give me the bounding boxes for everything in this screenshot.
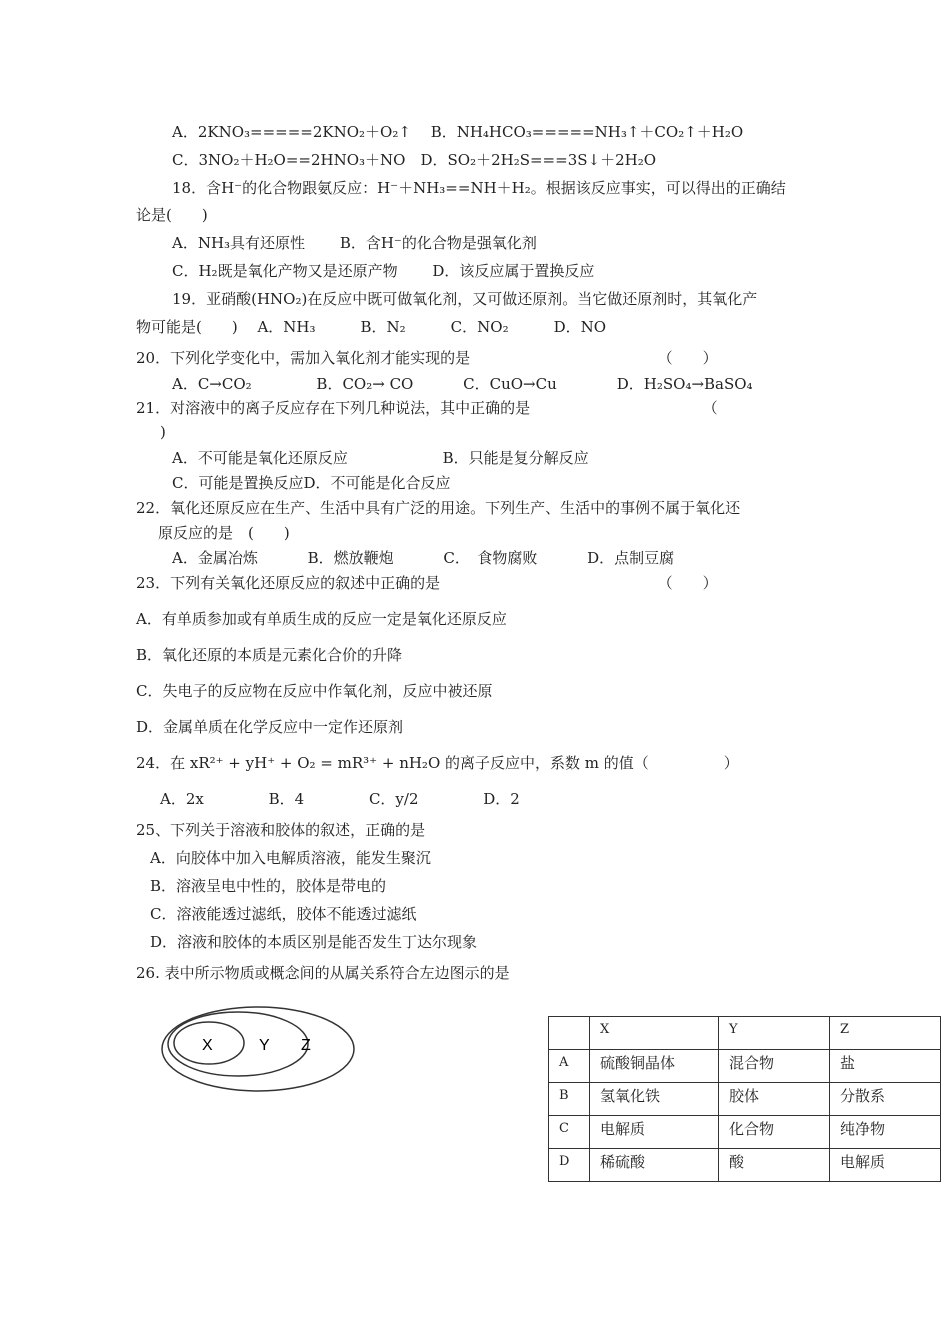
text-line: C．溶液能透过滤纸，胶体不能透过滤纸	[150, 905, 417, 923]
venn-label-z: Z	[301, 1037, 311, 1054]
table-cell: B	[549, 1083, 590, 1116]
text-line: 物可能是( ) A．NH₃ B．N₂ C．NO₂ D．NO	[136, 318, 607, 336]
text-line: 19．亚硝酸(HNO₂)在反应中既可做氧化剂，又可做还原剂。当它做还原剂时，其氧化产	[172, 290, 758, 308]
table-cell: D	[549, 1149, 590, 1182]
table-header-cell: Z	[830, 1017, 941, 1050]
text-line: 20．下列化学变化中，需加入氧化剂才能实现的是 （ ）	[136, 349, 718, 367]
text-line: 26. 表中所示物质或概念间的从属关系符合左边图示的是	[136, 964, 510, 982]
table-cell: 纯净物	[830, 1116, 941, 1149]
text-line: A．不可能是氧化还原反应 B．只能是复分解反应	[172, 449, 589, 467]
table-row	[549, 1050, 941, 1083]
text-line: A．2x B．4 C．y/2 D．2	[160, 790, 520, 808]
table-row	[549, 1083, 941, 1116]
table-cell: 胶体	[719, 1083, 830, 1116]
text-line: 23．下列有关氧化还原反应的叙述中正确的是 （ ）	[136, 574, 718, 592]
table-cell: 硫酸铜晶体	[590, 1050, 719, 1083]
text-line: C．3NO₂＋H₂O==2HNO₃＋NO D．SO₂＋2H₂S===3S↓＋2H₂O	[172, 151, 657, 169]
table-cell: A	[549, 1050, 590, 1083]
text-line: A．有单质参加或有单质生成的反应一定是氧化还原反应	[136, 610, 507, 628]
text-line: A．向胶体中加入电解质溶液，能发生聚沉	[150, 849, 431, 867]
text-line: A．NH₃具有还原性 B．含H⁻的化合物是强氧化剂	[172, 234, 537, 252]
text-line: B．溶液呈电中性的，胶体是带电的	[150, 877, 387, 895]
table-header-cell: Y	[719, 1017, 830, 1050]
venn-label-y: Y	[259, 1037, 270, 1054]
table-header-row	[549, 1017, 941, 1050]
table-cell: 氢氧化铁	[590, 1083, 719, 1116]
table-cell: 稀硫酸	[590, 1149, 719, 1182]
text-line: A．2KNO₃=====2KNO₂＋O₂↑ B．NH₄HCO₃=====NH₃↑＋CO₂↑＋H₂O	[172, 123, 744, 141]
answer-table	[548, 1016, 941, 1182]
text-line: 论是( )	[136, 206, 208, 224]
text-line: 原反应的是 ( )	[158, 524, 290, 542]
text-line: D．溶液和胶体的本质区别是能否发生丁达尔现象	[150, 933, 478, 951]
table-cell: 电解质	[590, 1116, 719, 1149]
text-line: 21．对溶液中的离子反应存在下列几种说法，其中正确的是 （	[136, 399, 718, 417]
table-header-cell: X	[590, 1017, 719, 1050]
table-row	[549, 1116, 941, 1149]
text-line: B．氧化还原的本质是元素化合价的升降	[136, 646, 403, 664]
text-line: D．金属单质在化学反应中一定作还原剂	[136, 718, 404, 736]
venn-middle-ellipse	[168, 1012, 308, 1076]
table-cell: 分散系	[830, 1083, 941, 1116]
table-row	[549, 1149, 941, 1182]
table-cell: 盐	[830, 1050, 941, 1083]
table-cell: 化合物	[719, 1116, 830, 1149]
text-line: 24．在 xR²⁺ + yH⁺ + O₂ = mR³⁺ + nH₂O 的离子反应中，系数 m 的值（ ）	[136, 754, 739, 772]
text-line: A．金属冶炼 B．燃放鞭炮 C． 食物腐败 D．点制豆腐	[172, 549, 675, 567]
text-line: C．失电子的反应物在反应中作氧化剂，反应中被还原	[136, 682, 493, 700]
table-cell: 酸	[719, 1149, 830, 1182]
text-line: C．可能是置换反应D．不可能是化合反应	[172, 474, 451, 492]
table-cell: C	[549, 1116, 590, 1149]
table-cell: 电解质	[830, 1149, 941, 1182]
venn-diagram	[158, 1004, 358, 1094]
text-line: C．H₂既是氧化产物又是还原产物 D．该反应属于置换反应	[172, 262, 595, 280]
venn-label-x: X	[202, 1037, 213, 1054]
text-line: 22．氧化还原反应在生产、生活中具有广泛的用途。下列生产、生活中的事例不属于氧化还	[136, 499, 741, 517]
table-cell: 混合物	[719, 1050, 830, 1083]
table-header-cell	[549, 1017, 590, 1050]
text-line: 25、下列关于溶液和胶体的叙述，正确的是	[136, 821, 426, 839]
text-line: )	[160, 423, 166, 441]
text-line: A．C→CO₂ B．CO₂→ CO C．CuO→Cu D．H₂SO₄→BaSO₄	[172, 375, 753, 393]
text-line: 18．含H⁻的化合物跟氨反应：H⁻＋NH₃==NH＋H₂。根据该反应事实，可以得出的正确结	[172, 179, 786, 197]
